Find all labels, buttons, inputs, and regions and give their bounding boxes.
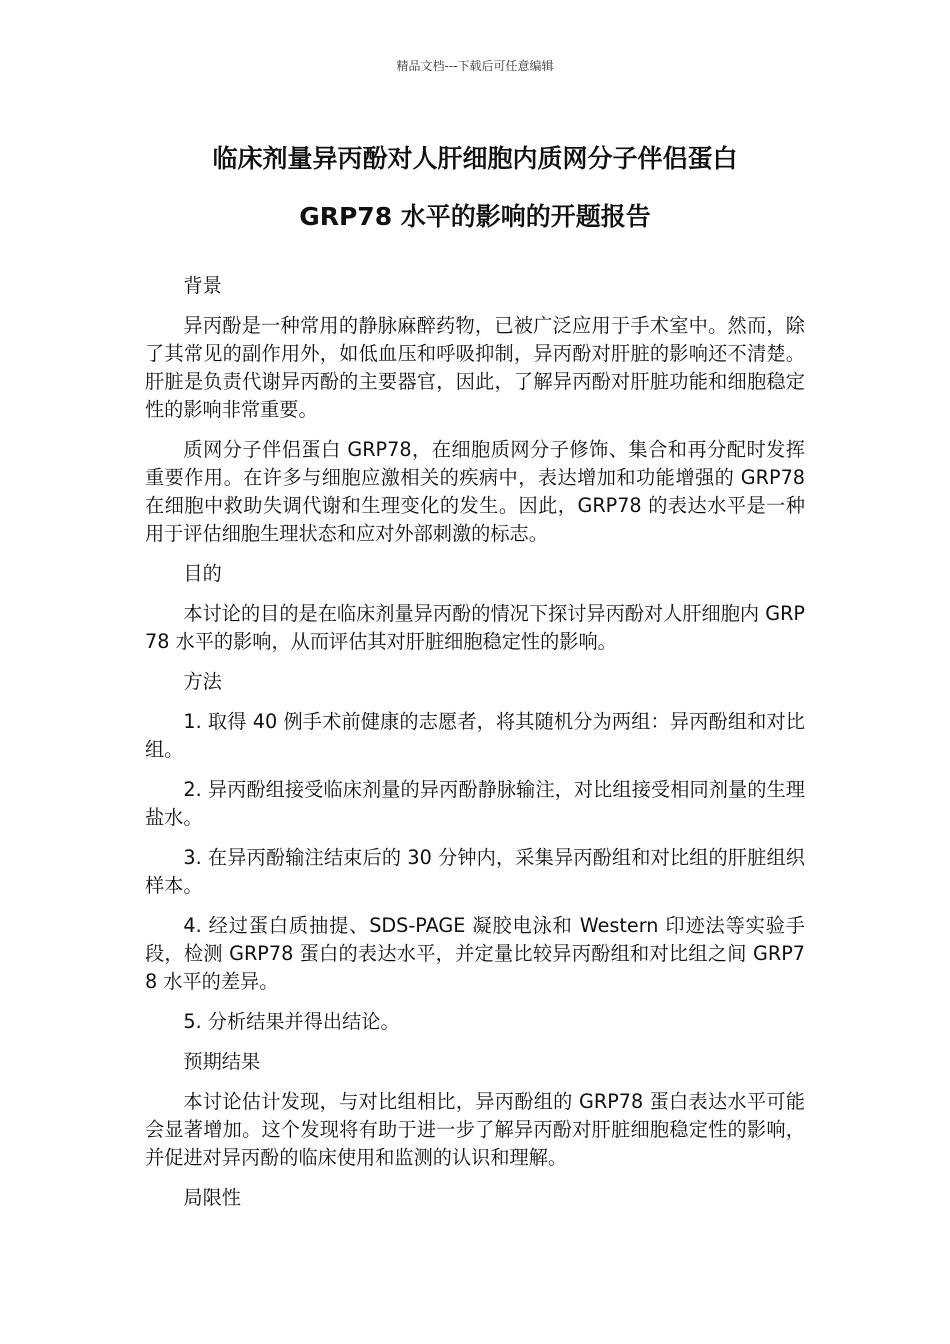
- section-heading-expected-results: 预期结果: [183, 1050, 261, 1073]
- section-heading-background: 背景: [183, 274, 222, 297]
- document-body: [145, 272, 805, 1224]
- method-step-2: 2. 异丙酚组接受临床剂量的异丙酚静脉输注，对比组接受相同剂量的生理盐水。: [145, 778, 805, 829]
- document-title-line-2: GRP78 水平的影响的开题报告: [299, 202, 651, 231]
- document-title-line-1: 临床剂量异丙酚对人肝细胞内质网分子伴侣蛋白: [212, 144, 738, 173]
- method-step-4: 4. 经过蛋白质抽提、SDS-PAGE 凝胶电泳和 Western 印迹法等实验手段，检测 GRP78 蛋白的表达水平，并定量比较异丙酚组和对比组之间 GRP78 水平的差异。: [145, 914, 805, 993]
- method-step-3: 3. 在异丙酚输注结束后的 30 分钟内，采集异丙酚组和对比组的肝脏组织样本。: [145, 846, 805, 897]
- section-heading-purpose: 目的: [183, 562, 222, 585]
- background-paragraph-2: 质网分子伴侣蛋白 GRP78，在细胞质网分子修饰、集合和再分配时发挥重要作用。在许多与细胞应激相关的疾病中，表达增加和功能增强的 GRP78 在细胞中救助失调代谢和生理变化的发生。因此，GRP78 的表达水平是一种用于评估细胞生理状态和应对外部刺激的标志。: [145, 438, 805, 545]
- purpose-paragraph: 本讨论的目的是在临床剂量异丙酚的情况下探讨异丙酚对人肝细胞内 GRP78 水平的影响，从而评估其对肝脏细胞稳定性的影响。: [145, 602, 805, 653]
- section-heading-limitations: 局限性: [183, 1186, 241, 1209]
- page-header-note: 精品文档---下载后可任意编辑: [396, 59, 554, 73]
- expected-results-paragraph: 本讨论估计发现，与对比组相比，异丙酚组的 GRP78 蛋白表达水平可能会显著增加。这个发现将有助于进一步了解异丙酚对肝脏细胞稳定性的影响，并促进对异丙酚的临床使用和监测的认识和理解。: [145, 1090, 805, 1169]
- background-paragraph-1: 异丙酚是一种常用的静脉麻醉药物，已被广泛应用于手术室中。然而，除了其常见的副作用外，如低血压和呼吸抑制，异丙酚对肝脏的影响还不清楚。肝脏是负责代谢异丙酚的主要器官，因此，了解异丙酚对肝脏功能和细胞稳定性的影响非常重要。: [145, 314, 805, 421]
- section-heading-methods: 方法: [183, 670, 222, 693]
- method-step-5: 5. 分析结果并得出结论。: [183, 1010, 400, 1033]
- method-step-1: 1. 取得 40 例手术前健康的志愿者，将其随机分为两组：异丙酚组和对比组。: [145, 710, 805, 761]
